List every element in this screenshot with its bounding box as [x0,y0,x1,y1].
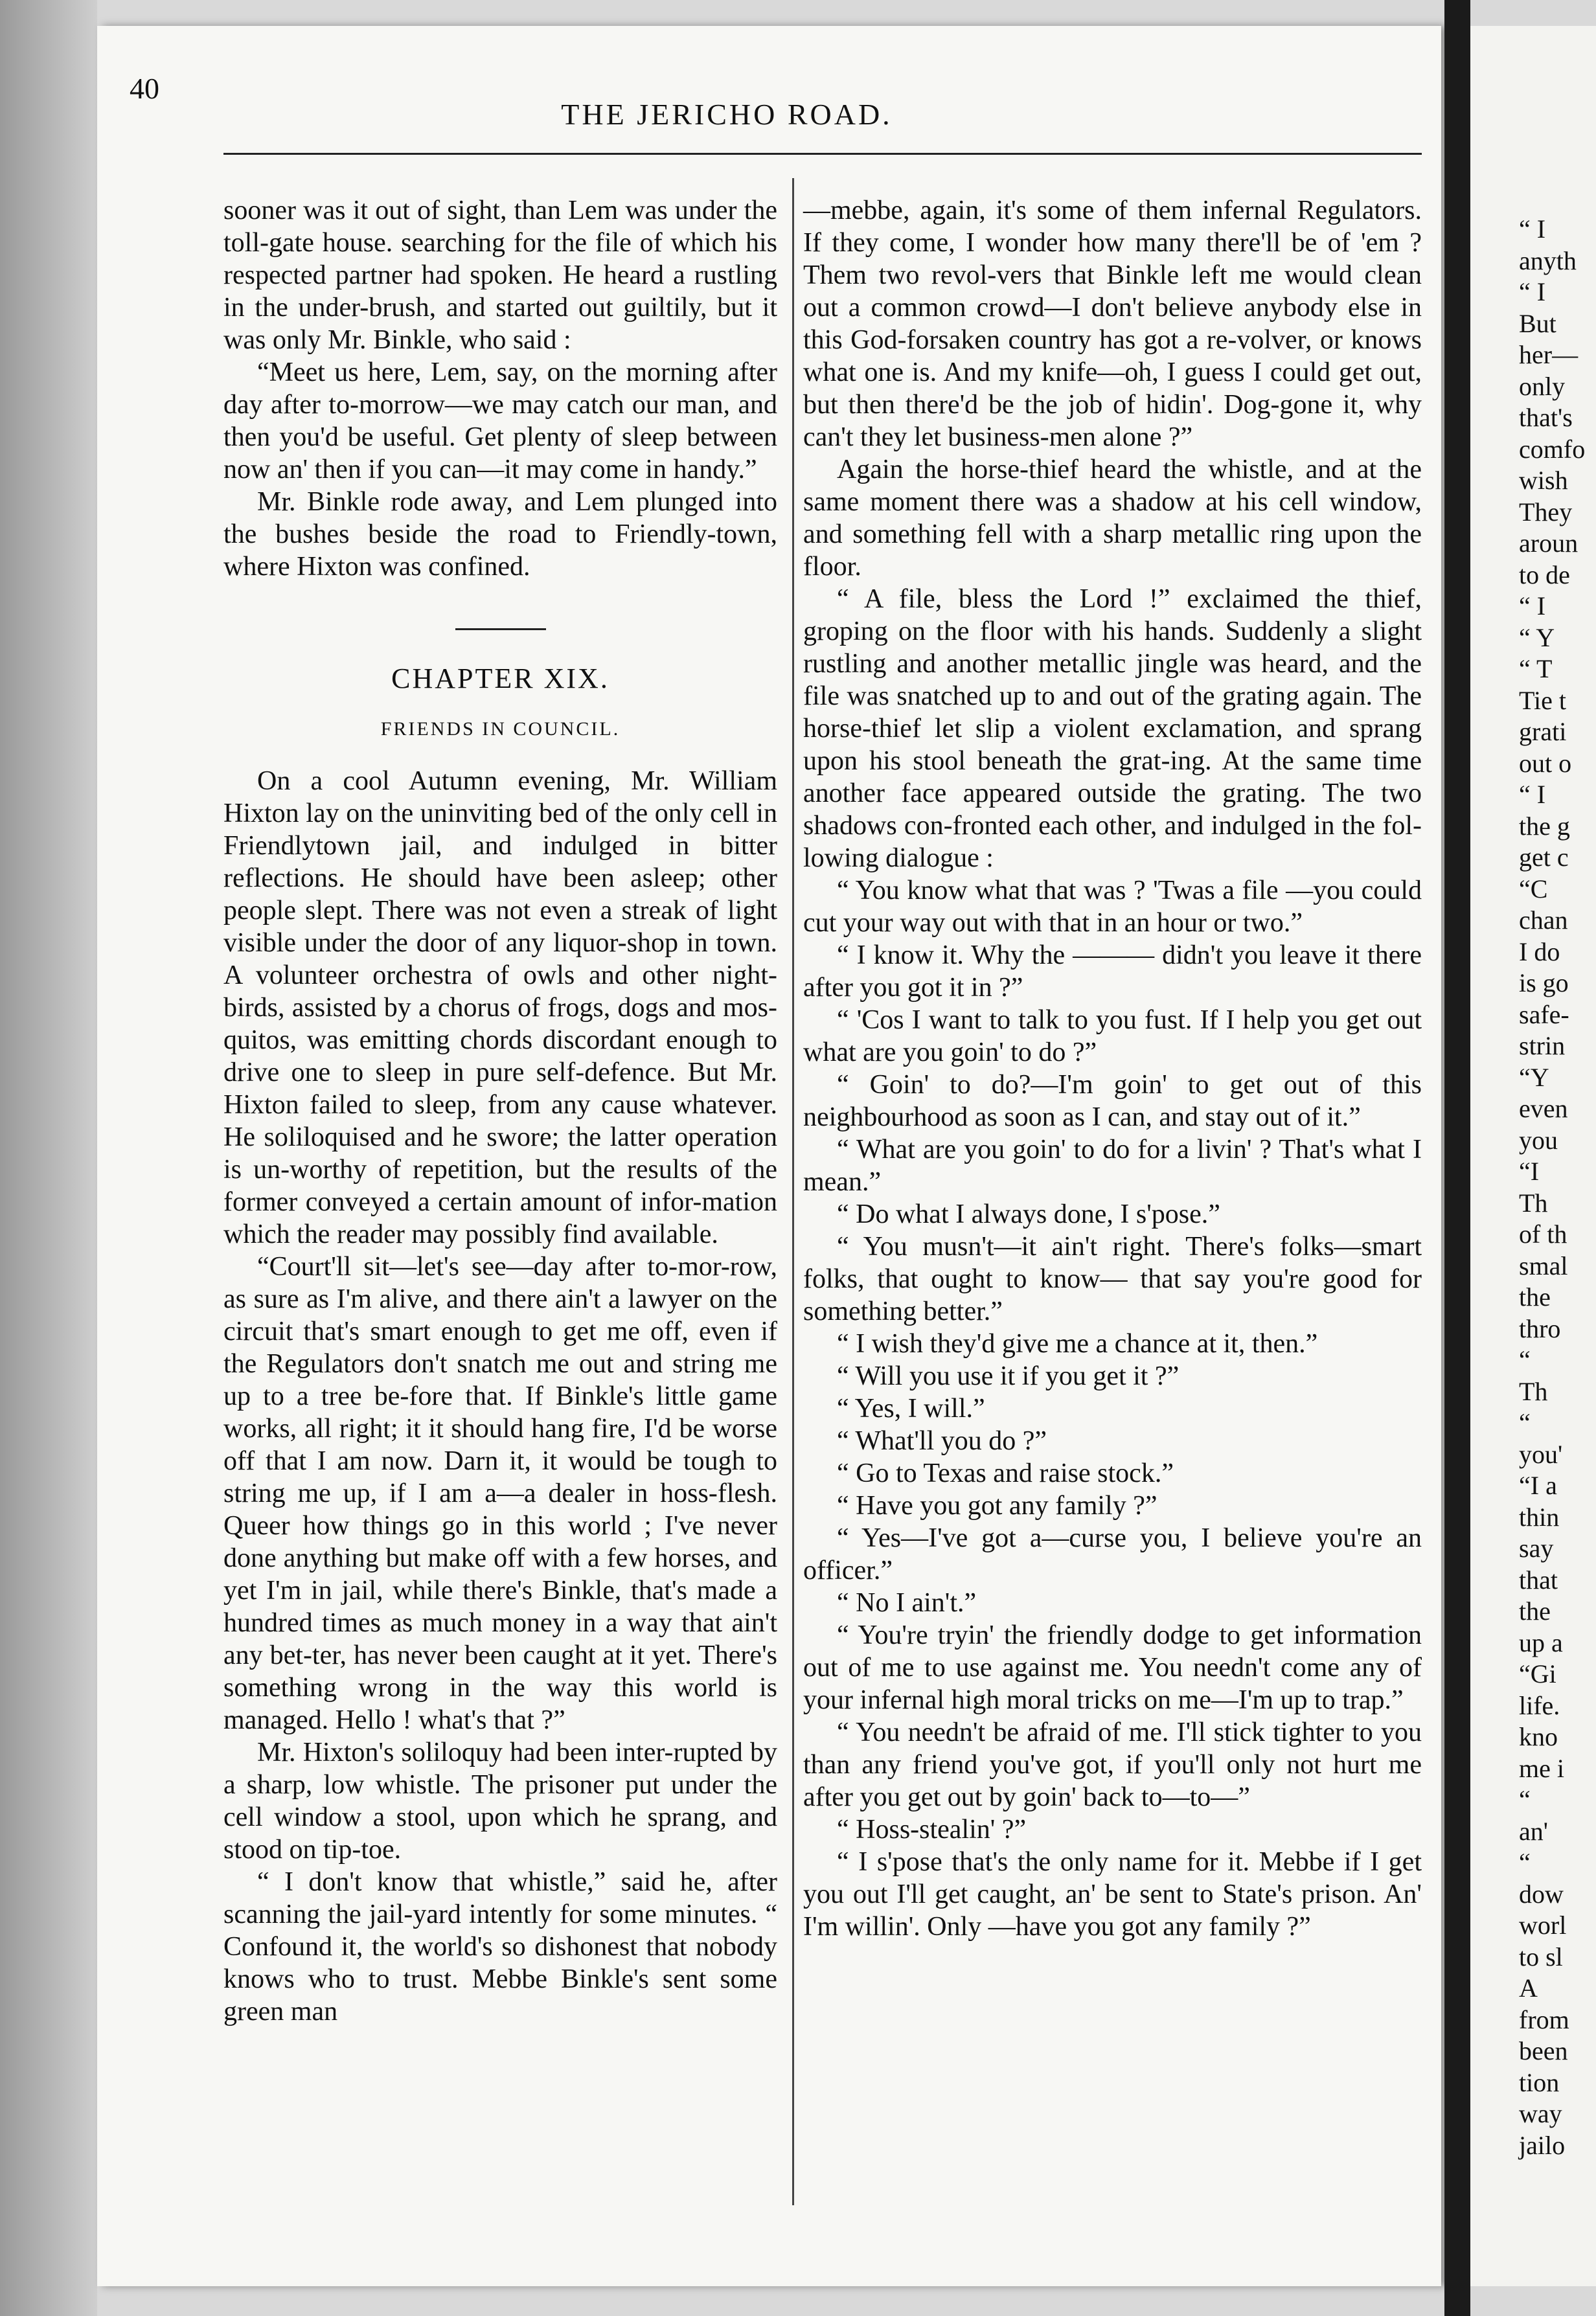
facing-page-fragment: to sl [1519,1942,1563,1971]
facing-page-fragment: “ [1519,1345,1531,1374]
facing-page-fragment: “C [1519,874,1548,903]
facing-page-fragment: out o [1519,748,1572,778]
paragraph: “ You needn't be afraid of me. I'll stick tighter to you than any friend you've got, if you'll only not hurt me after you get out by goin' back to—to—” [803,1718,1422,1812]
chapter-title: CHAPTER XIX. [391,663,610,694]
running-title-text: THE JERICHO ROAD. [561,98,893,131]
facing-page-fragment: Th [1519,1376,1548,1406]
facing-page-fragment: “ Y [1519,622,1555,652]
facing-page-fragment: “ I [1519,780,1546,809]
facing-page-fragment: But [1519,308,1556,338]
facing-page-fragment: you [1519,1125,1558,1155]
left-column [223,194,777,2028]
facing-page-fragment: “I [1519,1157,1540,1186]
facing-page-fragment: an' [1519,1816,1548,1846]
facing-page-fragment: aroun [1519,528,1579,558]
paragraph: “ I know it. Why the ——— didn't you leave it there after you got it in ?” [803,940,1422,1003]
facing-page-fragment: her— [1519,340,1579,369]
facing-page-fragment: the g [1519,811,1570,841]
right-column [803,194,1422,1943]
paragraph: Mr. Hixton's soliloquy had been inter-rupted by a sharp, low whistle. The prisoner put under the cell window a stool, upon which he sprang, and stood on tip-toe. [223,1738,777,1865]
facing-page-fragment: anyth [1519,245,1577,275]
facing-page-fragment: “ T [1519,654,1553,683]
paragraph: sooner was it out of sight, than Lem was under the toll-gate house. searching for the file of which his respected partner had spoken. He heard a rustling in the under-brush, and started out guiltily, but it was only Mr. Binkle, who said : [223,196,777,355]
facing-page-fragment: of th [1519,1220,1568,1249]
paragraph: —mebbe, again, it's some of them infernal Regulators. If they come, I wonder how many there'll be of 'em ? Them two revol-vers that Binkle left me would clean out a common crowd—I don't believe anybody else in this God-forsaken country has got a re-volver, or knows what one is. And my knife—oh, I guess I could get out, but then there'd be the job of hidin'. Dog-gone it, why can't they let business-men alone ?” [803,196,1422,452]
facing-page-fragment: even [1519,1094,1568,1123]
facing-page-fragment: dow [1519,1879,1564,1909]
paragraph: “ You musn't—it ain't right. There's folks—smart folks, that ought to know— that say you're good for something better.” [803,1232,1422,1326]
facing-page-fragment: strin [1519,1031,1566,1060]
facing-page-fragment: smal [1519,1251,1568,1280]
facing-page-fragment: kno [1519,1722,1558,1751]
facing-page-fragment: up a [1519,1628,1563,1657]
paragraph: “ You know what that was ? 'Twas a file —you could cut your way out with that in an hour or two.” [803,876,1422,938]
paragraph: “Court'll sit—let's see—day after to-mor-row, as sure as I'm alive, and there ain't a lawyer on the circuit that's smart enough to get me off, even if the Regulators don't snatch me out and string me up to a tree be-fore that. If Binkle's little game works, all right; it it should hang fire, I'd be worse off that I am now. Darn it, it would be tough to string me up, if I am a—a dealer in hoss-flesh. Queer how things go in this world ; I've never done anything but make off with a few horses, and yet I'm in jail, while there's Binkle, that's made a hundred times as much money in a way that ain't any bet-ter, has never been caught at it yet. There's something wrong in the way this world is managed. Hello ! what's that ?” [223,1252,777,1735]
facing-page-fragment: only [1519,371,1566,401]
facing-page-fragment: the [1519,1282,1551,1311]
facing-page-fragment: wish [1519,466,1568,495]
paragraph: “ I s'pose that's the only name for it. Mebbe if I get you out I'll get caught, an' be sent to State's prison. An' I'm willin'. Only —have you got any family ?” [803,1847,1422,1942]
facing-page-fragment: to de [1519,560,1570,589]
facing-page-fragment: you' [1519,1439,1563,1469]
facing-page-fragment: “ [1519,1408,1531,1437]
facing-page-fragment: “ I [1519,214,1546,244]
column-divider [792,178,794,2205]
paragraph: “ Hoss-stealin' ?” [837,1815,1027,1845]
paragraph: “ No I ain't.” [837,1588,977,1618]
paragraph: “ What'll you do ?” [837,1426,1047,1456]
paragraph: “ Yes—I've got a—curse you, I believe you're an officer.” [803,1523,1422,1585]
paragraph: “ I wish they'd give me a chance at it, then.” [837,1329,1318,1359]
facing-page-fragment: “ I [1519,591,1546,620]
book-gutter [1444,0,1470,2316]
facing-page-fragment: from [1519,2004,1569,2034]
paragraph: “ Go to Texas and raise stock.” [837,1459,1174,1488]
facing-page-fragment: “I a [1519,1471,1557,1500]
facing-page-fragment: “Y [1519,1062,1549,1092]
facing-page-fragment: I do [1519,937,1560,966]
facing-page-fragment: “Gi [1519,1659,1556,1688]
chapter-subtitle: FRIENDS IN COUNCIL. [380,718,621,740]
facing-page-fragment: say [1519,1534,1554,1563]
paragraph: “ Have you got any family ?” [837,1491,1157,1521]
facing-page-fragment: tion [1519,2067,1560,2097]
facing-page-fragment: “ I [1519,277,1546,306]
facing-page-fragment: Tie t [1519,685,1567,715]
facing-page-fragment: jailo [1519,2130,1566,2160]
facing-page-fragment: worl [1519,1911,1567,1940]
facing-page-fragment: Th [1519,1188,1548,1218]
paragraph: On a cool Autumn evening, Mr. William Hixton lay on the uninviting bed of the only cell in Friendlytown jail, and indulged in bitter reflections. He should have been asleep; other people slept. There was not even a streak of light visible under the door of any liquor-shop in town. A volunteer orchestra of owls and other night-birds, assisted by a chorus of frogs, dogs and mos-quitos, was emitting chords discordant enough to drive one to sleep in pure self-defence. But Mr. Hixton failed to sleep, from any cause whatever. He soliloquised and he swore; the latter operation is un-worthy of repetition, but the results of the former conveyed a certain amount of infor-mation which the reader may possibly find available. [223,766,777,1249]
facing-page-fragment: life. [1519,1690,1560,1720]
facing-page-fragment: comfo [1519,434,1586,464]
paragraph: “ A file, bless the Lord !” exclaimed the thief, groping on the floor with his hands. Suddenly a slight rustling and another metallic jingle was heard, and the file was snatched up to and out of the grating again. The horse-thief let slip a violent exclamation, and sprang upon his stool beneath the grat-ing. At the same time another face appeared outside the grating. The two shadows con-fronted each other, and indulged in the fol-lowing dialogue : [803,584,1422,873]
facing-page-fragment: chan [1519,905,1568,935]
facing-page-fragment: me i [1519,1753,1564,1783]
paragraph: “ Will you use it if you get it ?” [837,1361,1180,1391]
facing-page-fragment: A [1519,1973,1538,2003]
running-title [0,97,1596,131]
facing-page-fragment: is go [1519,968,1569,997]
facing-page-fragment: that's [1519,403,1573,432]
facing-page-fragment: They [1519,497,1573,527]
header-rule [223,153,1422,155]
facing-page-fragment: that [1519,1565,1558,1595]
facing-page-fragment: way [1519,2099,1562,2128]
paragraph: Mr. Binkle rode away, and Lem plunged into the bushes beside the road to Friendly-town, where Hixton was confined. [223,487,777,582]
paragraph: “ Yes, I will.” [837,1394,985,1424]
facing-page-fragment: the [1519,1596,1551,1626]
paragraph: “ 'Cos I want to talk to you fust. If I help you get out what are you goin' to do ?” [803,1005,1422,1067]
facing-page-fragment: safe- [1519,999,1569,1029]
paragraph: Again the horse-thief heard the whistle, and at the same moment there was a shadow at his cell window, and something fell with a sharp metallic ring upon the floor. [803,455,1422,582]
facing-page-fragment: get c [1519,843,1569,872]
paragraph: “Meet us here, Lem, say, on the morning after day after to-morrow—we may catch our man, and then you'd be useful. Get plenty of sleep between now an' then if you can—it may come in handy.” [223,358,777,484]
paragraph: “ What are you goin' to do for a livin' ? That's what I mean.” [803,1135,1422,1197]
page-number: 40 [130,72,159,105]
paragraph: “ You're tryin' the friendly dodge to get information out of me to use against me. You needn't come any of your infernal high moral tricks on me—I'm up to trap.” [803,1620,1422,1715]
facing-page-fragment: “ [1519,1785,1531,1814]
facing-page-fragment: been [1519,2036,1568,2065]
facing-page-fragment: thin [1519,1502,1560,1532]
facing-page-fragment: grati [1519,717,1567,746]
paragraph: “ Goin' to do?—I'm goin' to get out of this neighbourhood as soon as I can, and stay out of it.” [803,1070,1422,1132]
paragraph: “ Do what I always done, I s'pose.” [837,1199,1220,1229]
paragraph: “ I don't know that whistle,” said he, after scanning the jail-yard intently for some minutes. “ Confound it, the world's so dishonest that nobody knows who to trust. Mebbe Binkle's sent some green man [223,1867,777,2026]
section-separator [455,628,546,630]
book-left-edge [0,0,97,2316]
facing-page-fragment: “ [1519,1848,1531,1877]
facing-page-fragment: thro [1519,1313,1561,1343]
